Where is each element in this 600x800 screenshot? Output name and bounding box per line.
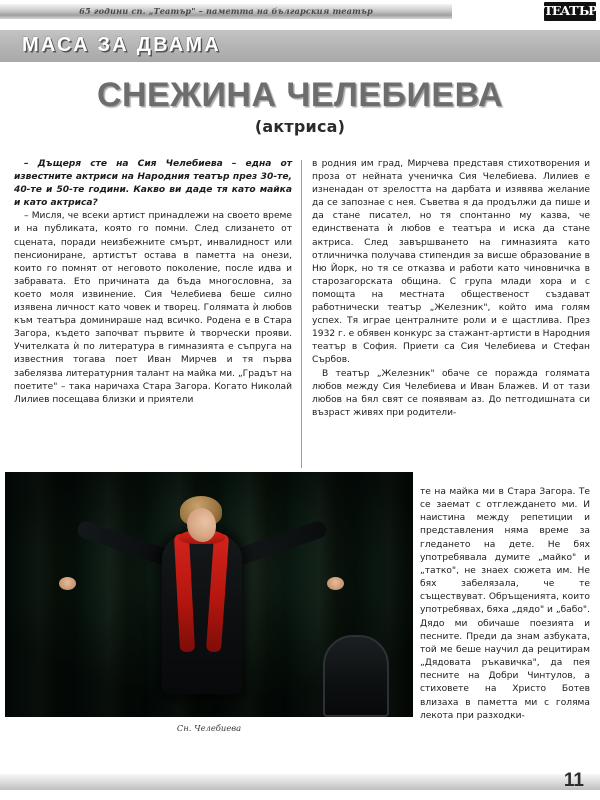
interview-question: – Дъщеря сте на Сия Челебиева – една от известните актриси на Народния театър през 30-те, 40-те и 50-те години. Какво ви даде тя като майка и като актриса? [14, 159, 292, 209]
interview-answer: – Мисля, че всеки артист принадлежи на своето време и на публиката, която го помни. След слизането от сцената, поради неизбежните смърт, инвалидност или пенсиониране, артистът остава в паметта на онези, които го помнят от неговото поколение, после идва и забравата. Ето причината да бъда многословна, за което моля извинение. Сия Челебиева беше силно изявена личност като човек и творец. Голямата ѝ любов към театъра доминираше над всичко. Родена е в Стара Загора, където започват първите ѝ творчески прояви. Учителката ѝ по литература в гимназията е съпруга на известния тогава поет Иван Мирчев и тя първа забелязва литературния талант на майка ми. „Градът на поетите" – така наричаха Стара Загора. Когато Николай Лилиев посещава близки и приятели [14, 211, 292, 405]
section-title: МАСА ЗА ДВАМА [22, 34, 221, 56]
footer-bar [0, 774, 600, 790]
stage-photograph [5, 472, 413, 717]
right-text-column [312, 158, 590, 420]
left-hand [59, 577, 76, 590]
photo-figure [5, 472, 413, 734]
page-subtitle: (актриса) [254, 117, 346, 136]
running-head-text: 65 години сп. „Театър" – паметта на българския театър [79, 6, 373, 16]
page-title: СНЕЖИНА ЧЕЛЕБИЕВА [96, 76, 504, 114]
logo-wordmark: ТЕАТЪР [544, 4, 596, 18]
head [187, 508, 216, 542]
chair-prop [323, 635, 389, 717]
page-number: 11 [563, 770, 584, 791]
theatre-magazine-logo [544, 2, 596, 21]
right-paragraph-2: В театър „Железник" обаче се поражда голямата любов между Сия Челебиева и Иван Блажев. И от тази любов на бял свят се появявам аз. До петгодишната си възраст живях при родители- [312, 368, 590, 418]
narrow-wrap-column [420, 486, 590, 723]
column-divider [301, 160, 302, 468]
narrow-paragraph: те на майка ми в Стара Загора. Те се заемат с отглеждането ми. И наистина между репетиции и представления няма време за гледането на дете. Не бях употребявала думите „майко" и „татко", не знаех сюжета им. Не бях забелязала, че те съществуват. Обръщенията, които употребявах, бяха „дядо" и „бабо". Дядо ми обичаше поезията и песните. Преди да знам азбуката, той ме беше научил да рецитирам „Дядовата ръкавичка", да пея песните на Добри Чинтулов, а стиховете на Христо Ботев влизаха в паметта ми с голяма лекота при разходки- [420, 487, 590, 721]
right-paragraph-1: в родния им град, Мирчева представя стихотворения и проза от нейната ученичка Сия Челебиева. Лилиев е изненадан от зрелостта на дарбата и изявява желание да се запознае с нея. Съветва я да продължи да пише и да стане писател, но тя спонтанно му казва, че единствената ѝ любов е театъра и иска да стане актриса. След завършването на гимназията като отличничка получава стипендия за висше образование в Ню Йорк, но тя се отказва и работи като чиновничка в старозагорската община. С група млади хора и с помощта на местната общественост създават работнически театър „Железник", който има голям успех. Тя играе централните роли и е щастлива. През 1932 г. е обявен конкурс за стажант-артисти в Народния театър в София. Приети са Сия Челебиева и Стефан Сърбов. [312, 159, 590, 366]
left-text-column [14, 158, 292, 407]
photo-caption: Сн. Челебиева [176, 723, 242, 733]
right-hand [327, 577, 344, 590]
torso [162, 534, 242, 694]
